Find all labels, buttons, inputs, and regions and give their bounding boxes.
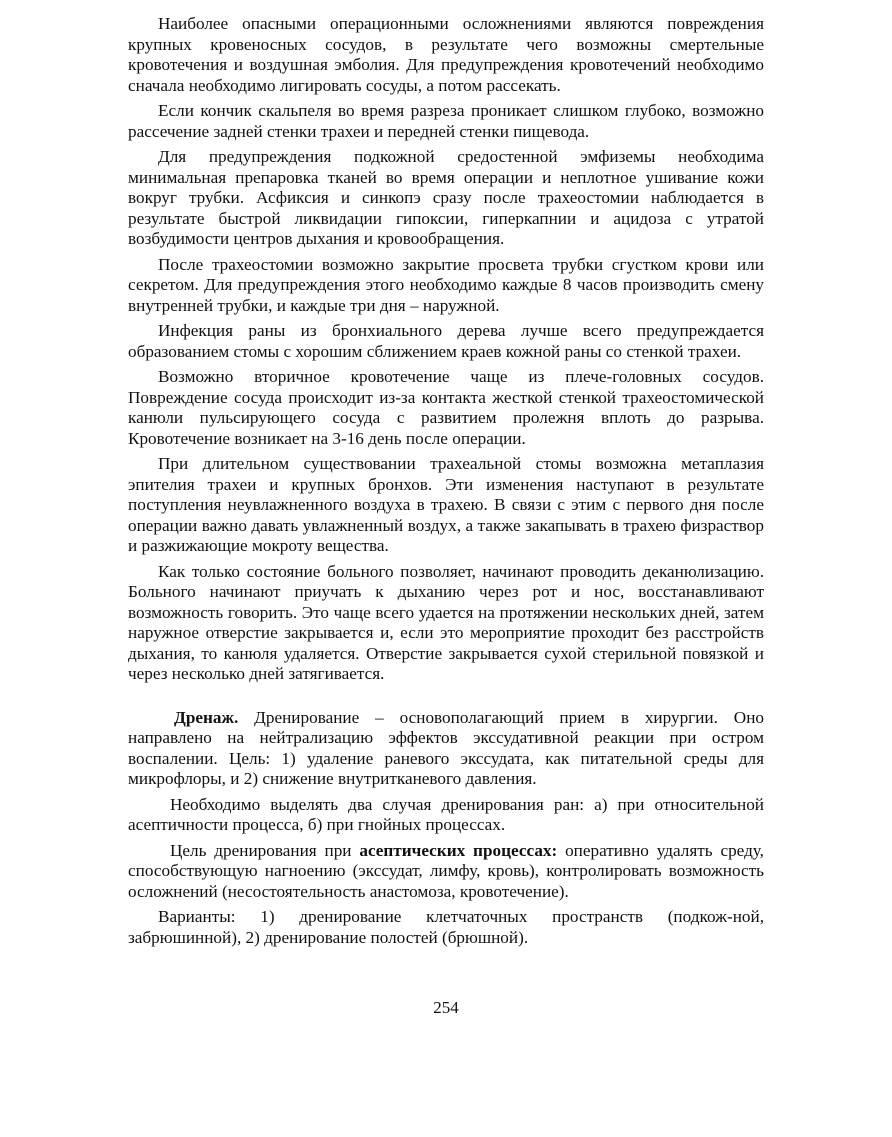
paragraph-metaplasia: При длительном существовании трахеальной стомы возможна метаплазия эпителия трахеи и крупных бронхов. Эти изменения наступают в результате поступления неувлажненного воздуха в трахею. В связи с этим с первого дня после операции важно давать увлажненный воздух, а также закапывать в трахею физраствор и разжижающие мокроту вещества.: [128, 454, 764, 555]
aseptic-bold: асептических процессах:: [359, 840, 558, 860]
paragraph-decannulation: Как только состояние больного позволяет, начинают проводить деканюлизацию. Больного начинают приучать к дыханию через рот и нос, восстанавливают возможность говорить. Это чаще всего удается на протяжении нескольких дней, затем наружное отверстие закрывается и, если это мероприятие проходит без расстройств дыхания, то канюля удаляется. Отверстие закрывается сухой стерильной повязкой и через несколько дней затягивается.: [128, 561, 764, 683]
drainage-text: Дренирование – основополагающий прием в хирургии. Оно направлено на нейтрализацию эффектов экссудативной реакции при остром воспалении. Цель: 1) удаление раневого экссудата, как питательной среды для микрофлоры, и 2) снижение внутритканевого давления.: [128, 707, 764, 788]
paragraph-two-cases: Необходимо выделять два случая дренирования ран: а) при относительной асептичности процесса, б) при гнойных процессах.: [128, 794, 764, 834]
paragraph-wound-infection: Инфекция раны из бронхиального дерева лучше всего предупреждается образованием стомы с хорошим сближением краев кожной раны со стенкой трахеи.: [128, 321, 764, 361]
paragraph-emphysema-asphyxia: Для предупреждения подкожной средостенной эмфиземы необходима минимальная препаровка тканей во время операции и неплотное ушивание кожи вокруг трубки. Асфиксия и синкопэ сразу после трахеостомии наблюдается в результате быстрой ликвидации гипоксии, гиперкапнии и ацидоза с утратой возбудимости центров дыхания и кровообращения.: [128, 147, 764, 248]
section-gap: [128, 690, 764, 708]
aseptic-text: оперативно удалять среду, способствующую нагноению (экссудат, лимфу, кровь), контролировать возможность осложнений (несостоятельность анастомоза, кровотечение).: [128, 840, 764, 901]
page-number: 254: [433, 998, 459, 1017]
aseptic-lead: Цель дренирования при: [170, 840, 360, 860]
paragraph-tube-obstruction: После трахеостомии возможно закрытие просвета трубки сгустком крови или секретом. Для предупреждения этого необходимо каждые 8 часов производить смену внутренней трубки, и каждые три дня – наружной.: [128, 254, 764, 315]
paragraph-drainage: [128, 708, 764, 790]
paragraph-scalpel-depth: Если кончик скальпеля во время разреза проникает слишком глубоко, возможно рассечение задней стенки трахеи и передней стенки пищевода.: [128, 101, 764, 141]
paragraph-aseptic-goal: [128, 841, 764, 903]
drainage-heading: Дренаж.: [174, 707, 239, 727]
paragraph-secondary-bleeding: Возможно вторичное кровотечение чаще из плече-головных сосудов. Повреждение сосуда происходит из-за контакта жесткой стенкой трахеостомической канюли пульсирующего сосуда с развитием пролежня вплоть до разрыва. Кровотечение возникает на 3-16 день после операции.: [128, 367, 764, 448]
paragraph-variants: Варианты: 1) дренирование клетчаточных пространств (подкож-ной, забрюшинной), 2) дренирование полостей (брюшной).: [128, 907, 764, 947]
page-text: [128, 14, 764, 953]
paragraph-vessel-injury: Наиболее опасными операционными осложнениями являются повреждения крупных кровеносных сосудов, в результате чего возможны смертельные кровотечения и воздушная эмболия. Для предупреждения кровотечений необходимо сначала необходимо лигировать сосуды, а потом рассекать.: [128, 14, 764, 95]
